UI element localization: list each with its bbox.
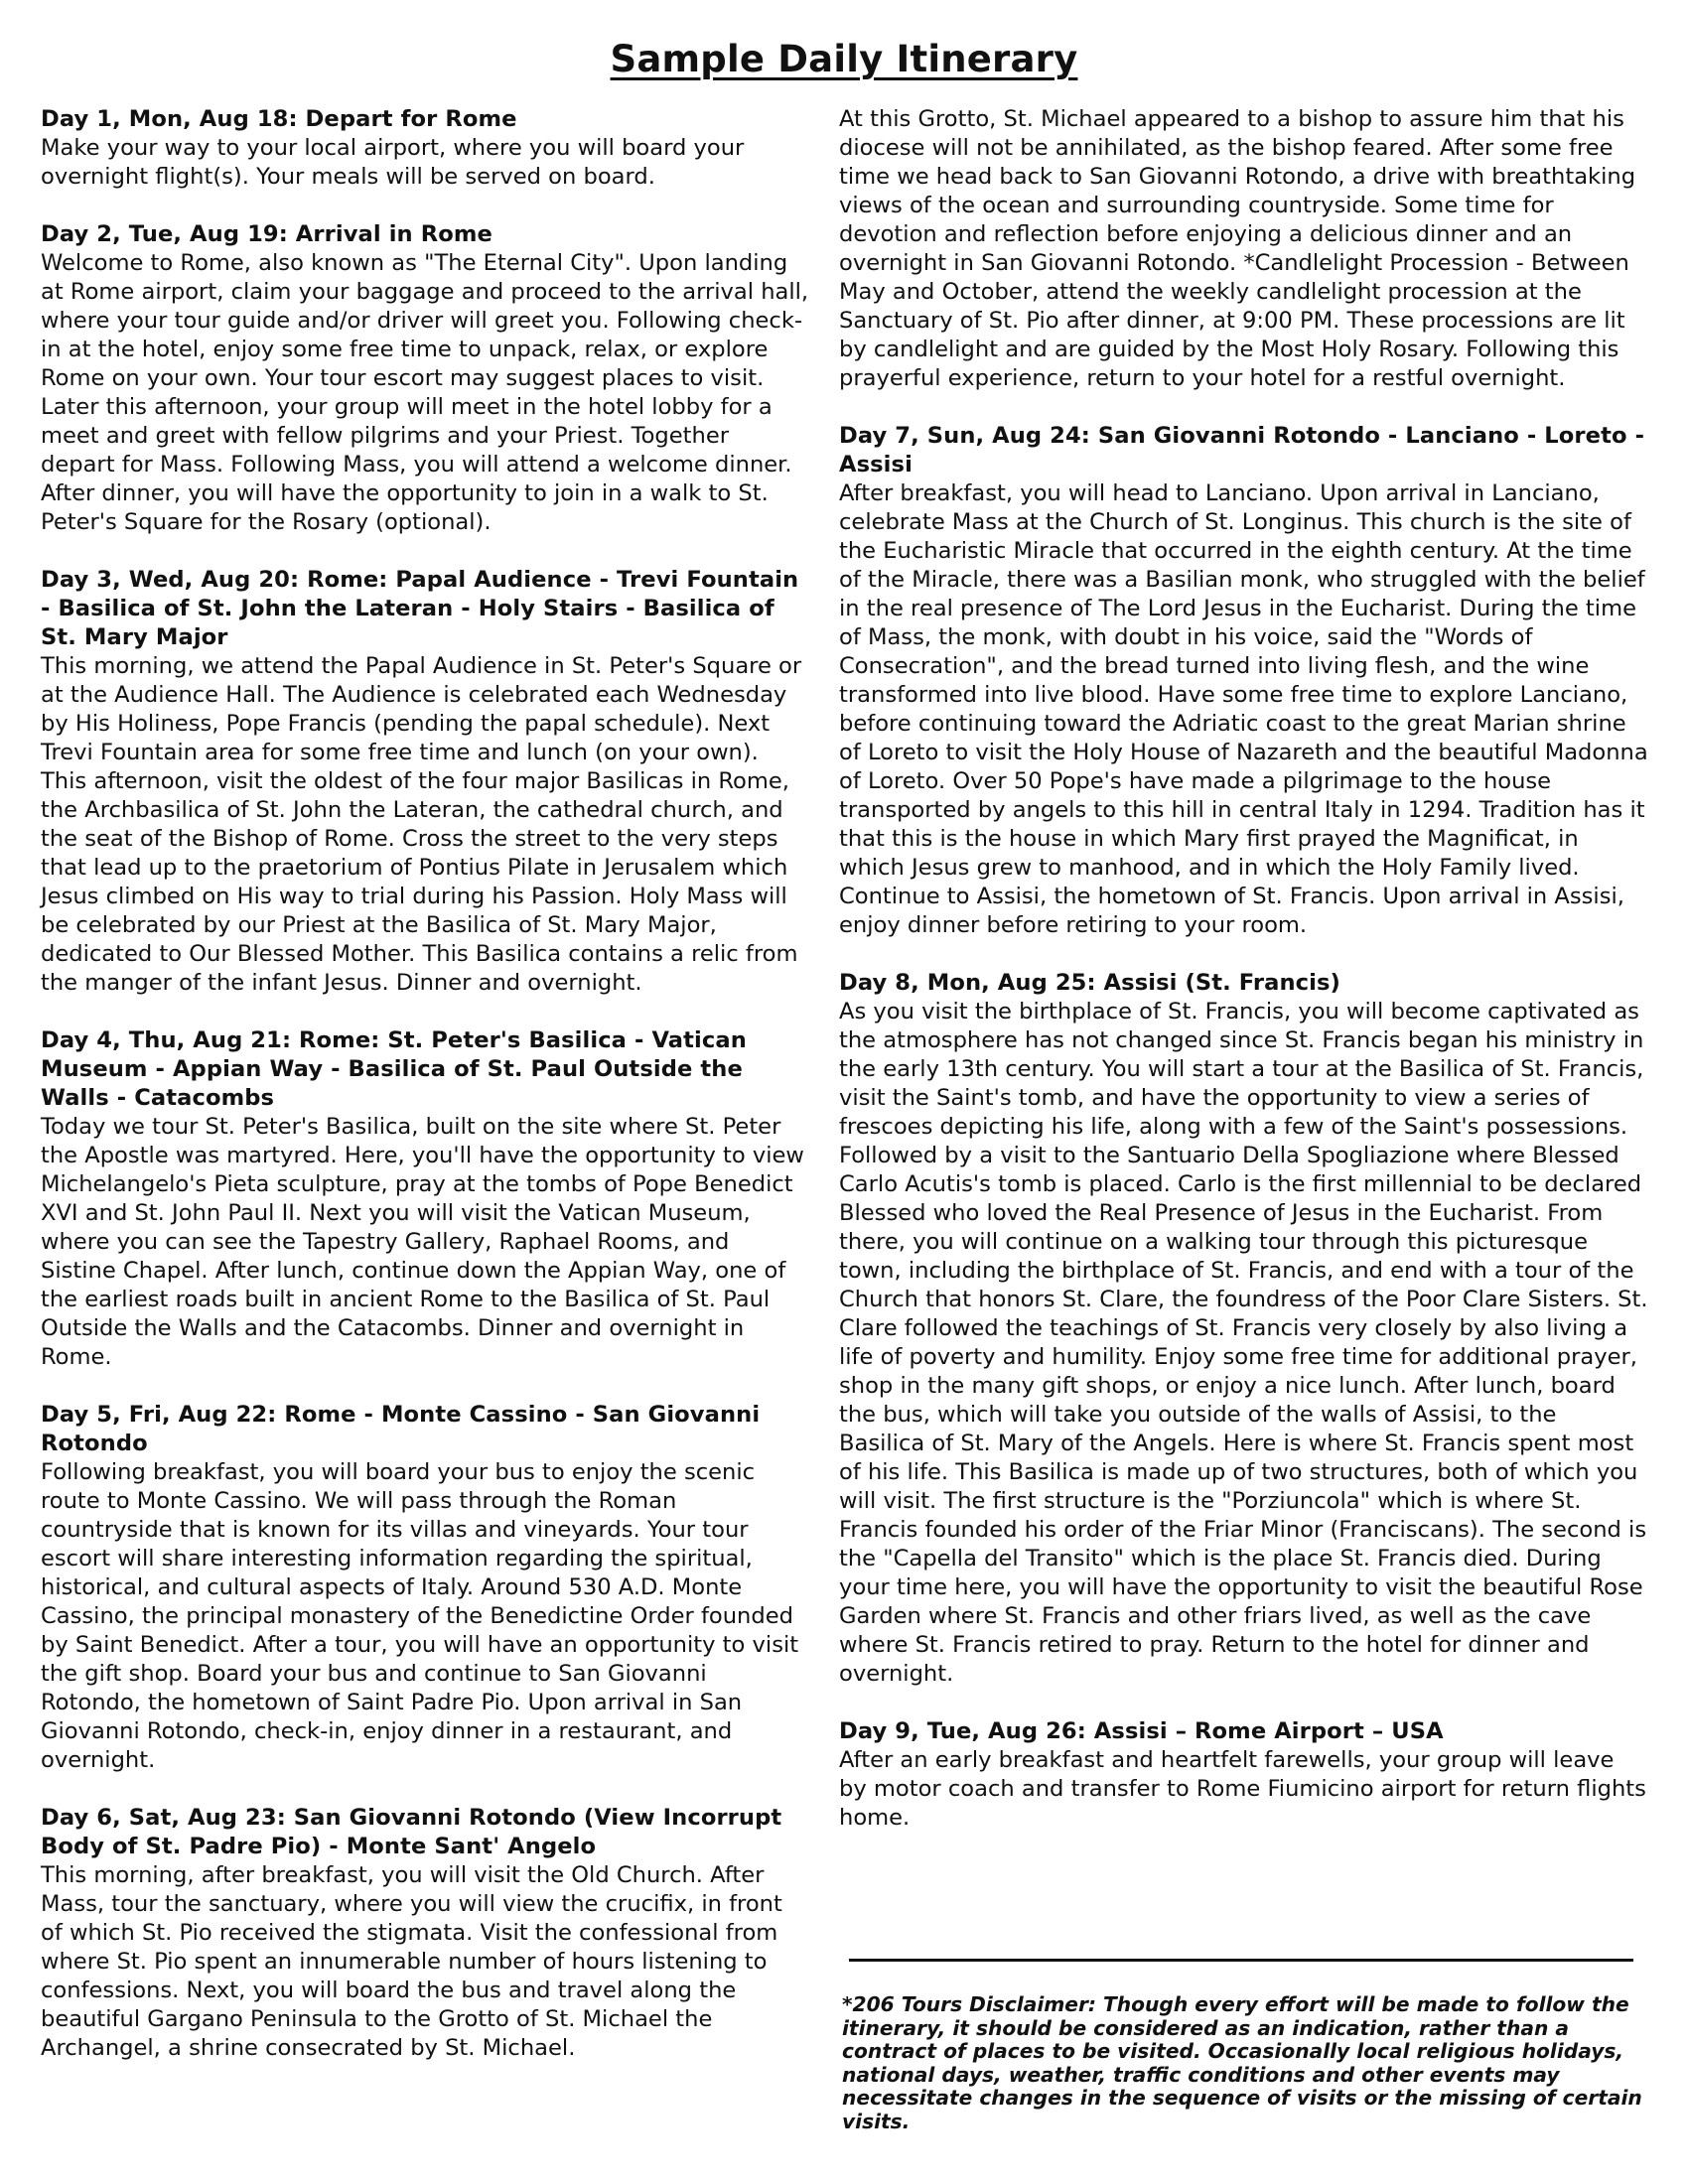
day-heading: Day 2, Tue, Aug 19: Arrival in Rome xyxy=(41,221,492,247)
day-6-section xyxy=(41,1804,809,2063)
day-heading: Day 5, Fri, Aug 22: Rome - Monte Cassino - San Giovanni Rotondo xyxy=(41,1402,761,1456)
page-title: Sample Daily Itinerary xyxy=(610,38,1078,80)
disclaimer-text: *206 Tours Disclaimer: Though every effort will be made to follow the itinerary, it should be considered as an indication, rather than a contract of places to be visited. Occasionally local religious holidays, national days, weather, traffic conditions and other events may necessitate changes in the sequence of visits or the missing of certain visits. xyxy=(842,1992,1642,2133)
day-heading: Day 7, Sun, Aug 24: San Giovanni Rotondo - Lanciano - Loreto - Assisi xyxy=(839,423,1645,478)
day-heading: Day 3, Wed, Aug 20: Rome: Papal Audience - Trevi Fountain - Basilica of St. John the Lateran - Holy Stairs - Basilica of St. Mary Major xyxy=(41,567,799,650)
day-description: Welcome to Rome, also known as "The Eternal City". Upon landing at Rome airport, claim your baggage and proceed to the arrival hall, where your tour guide and/or driver will greet you. Following check-in at the hotel, enjoy some free time to unpack, relax, or explore Rome on your own. Your tour escort may suggest places to visit. Later this afternoon, your group will meet in the hotel lobby for a meet and greet with fellow pilgrims and your Priest. Together depart for Mass. Following Mass, you will attend a welcome dinner. After dinner, you will have the opportunity to join in a walk to St. Peter's Square for the Rosary (optional). xyxy=(41,250,809,535)
day-heading: Day 6, Sat, Aug 23: San Giovanni Rotondo (View Incorrupt Body of St. Padre Pio) - Monte Sant' Angelo xyxy=(41,1805,782,1859)
day-5-section xyxy=(41,1401,809,1775)
day-4-section xyxy=(41,1026,809,1372)
day-description: After an early breakfast and heartfelt farewells, your group will leave by motor coach and transfer to Rome Fiumicino airport for return flights home. xyxy=(839,1747,1646,1831)
day-description: This morning, we attend the Papal Audience in St. Peter's Square or at the Audience Hall. The Audience is celebrated each Wednesday by His Holiness, Pope Francis (pending the papal schedule). Next Trevi Fountain area for some free time and lunch (on your own). This afternoon, visit the oldest of the four major Basilicas in Rome, the Archbasilica of St. John the Lateran, the cathedral church, and the seat of the Bishop of Rome. Cross the street to the very steps that lead up to the praetorium of Pontius Pilate in Jerusalem which Jesus climbed on His way to trial during his Passion. Holy Mass will be celebrated by our Priest at the Basilica of St. Mary Major, dedicated to Our Blessed Mother. This Basilica contains a relic from the manger of the infant Jesus. Dinner and overnight. xyxy=(41,653,802,996)
day-9-section xyxy=(839,1717,1648,1833)
day-description: Following breakfast, you will board your bus to enjoy the scenic route to Monte Cassino. We will pass through the Roman countryside that is known for its villas and vineyards. Your tour escort will share interesting information regarding the spiritual, historical, and cultural aspects of Italy. Around 530 A.D. Monte Cassino, the principal monastery of the Benedictine Order founded by Saint Benedict. After a tour, you will have an opportunity to visit the gift shop. Board your bus and continue to San Giovanni Rotondo, the hometown of Saint Padre Pio. Upon arrival in San Giovanni Rotondo, check-in, enjoy dinner in a restaurant, and overnight. xyxy=(41,1459,799,1773)
day-description: Today we tour St. Peter's Basilica, built on the site where St. Peter the Apostle was martyred. Here, you'll have the opportunity to view Michelangelo's Pieta sculpture, pray at the tombs of Pope Benedict XVI and St. John Paul II. Next you will visit the Vatican Museum, where you can see the Tapestry Gallery, Raphael Rooms, and Sistine Chapel. After lunch, continue down the Appian Way, one of the earliest roads built in ancient Rome to the Basilica of St. Paul Outside the Walls and the Catacombs. Dinner and overnight in Rome. xyxy=(41,1114,804,1370)
day-heading: Day 1, Mon, Aug 18: Depart for Rome xyxy=(41,106,517,132)
day-description: Make your way to your local airport, where you will board your overnight flight(s). Your meals will be served on board. xyxy=(41,135,745,190)
day-description: As you visit the birthplace of St. Francis, you will become captivated as the atmosphere has not changed since St. Francis began his ministry in the early 13th century. You will start a tour at the Basilica of St. Francis, visit the Saint's tomb, and have the opportunity to view a series of frescoes depicting his life, along with a few of the Saint's possessions. Followed by a visit to the Santuario Della Spogliazione where Blessed Carlo Acutis's tomb is placed. Carlo is the first millennial to be declared Blessed who loved the Real Presence of Jesus in the Eucharist. From there, you will continue on a walking tour through this picturesque town, including the birthplace of St. Francis, and end with a tour of the Church that honors St. Clare, the foundress of the Poor Clare Sisters. St. Clare followed the teachings of St. Francis very closely by also living a life of poverty and humility. Enjoy some free time for additional prayer, shop in the many gift shops, or enjoy a nice lunch. After lunch, board the bus, which will take you outside of the walls of Assisi, to the Basilica of St. Mary of the Angels. Here is where St. Francis spent most of his life. This Basilica is made up of two structures, both of which you will visit. The first structure is the "Porziuncola" which is where St. Francis founded his order of the Friar Minor (Franciscans). The second is the "Capella del Transito" which is the place St. Francis died. During your time here, you will have the opportunity to visit the beautiful Rose Garden where St. Francis and other friars lived, as well as the cave where St. Francis retired to pray. Return to the hotel for dinner and overnight. xyxy=(839,999,1648,1687)
day-heading: Day 8, Mon, Aug 25: Assisi (St. Francis) xyxy=(839,970,1340,996)
right-column xyxy=(839,105,1648,1861)
day-7-section xyxy=(839,422,1648,940)
day-heading: Day 4, Thu, Aug 21: Rome: St. Peter's Basilica - Vatican Museum - Appian Way - Basilica of St. Paul Outside the Walls - Catacombs xyxy=(41,1027,747,1111)
day-3-section xyxy=(41,566,809,998)
day-heading: Day 9, Tue, Aug 26: Assisi – Rome Airport – USA xyxy=(839,1718,1444,1744)
disclaimer-divider xyxy=(849,1959,1633,1962)
left-column xyxy=(41,105,809,2092)
day-2-section xyxy=(41,220,809,537)
day-6-continuation: At this Grotto, St. Michael appeared to a bishop to assure him that his diocese will not be annihilated, as the bishop feared. After some free time we head back to San Giovanni Rotondo, a drive with breathtaking views of the ocean and surrounding countryside. Some time for devotion and reflection before enjoying a delicious dinner and an overnight in San Giovanni Rotondo. *Candlelight Procession - Between May and October, attend the weekly candlelight procession at the Sanctuary of St. Pio after dinner, at 9:00 PM. These processions are lit by candlelight and are guided by the Most Holy Rosary. Following this prayerful experience, return to your hotel for a restful overnight. xyxy=(839,106,1636,391)
day-1-section xyxy=(41,105,809,192)
day-description: After breakfast, you will head to Lanciano. Upon arrival in Lanciano, celebrate Mass at the Church of St. Longinus. This church is the site of the Eucharistic Miracle that occurred in the eighth century. At the time of the Miracle, there was a Basilian monk, who struggled with the belief in the real presence of The Lord Jesus in the Eucharist. During the time of Mass, the monk, with doubt in his voice, said the "Words of Consecration", and the bread turned into living flesh, and the wine transformed into live blood. Have some free time to explore Lanciano, before continuing toward the Adriatic coast to the great Marian shrine of Loreto to visit the Holy House of Nazareth and the beautiful Madonna of Loreto. Over 50 Pope's have made a pilgrimage to the house transported by angels to this hill in central Italy in 1294. Tradition has it that this is the house in which Mary first prayed the Magnificat, in which Jesus grew to manhood, and in which the Holy Family lived. Continue to Assisi, the hometown of St. Francis. Upon arrival in Assisi, enjoy dinner before retiring to your room. xyxy=(839,480,1648,938)
day-description: This morning, after breakfast, you will visit the Old Church. After Mass, tour the sanctuary, where you will view the crucifix, in front of which St. Pio received the stigmata. Visit the confessional from where St. Pio spent an innumerable number of hours listening to confessions. Next, you will board the bus and travel along the beautiful Gargano Peninsula to the Grotto of St. Michael the Archangel, a shrine consecrated by St. Michael. xyxy=(41,1862,782,2061)
day-8-section xyxy=(839,969,1648,1689)
